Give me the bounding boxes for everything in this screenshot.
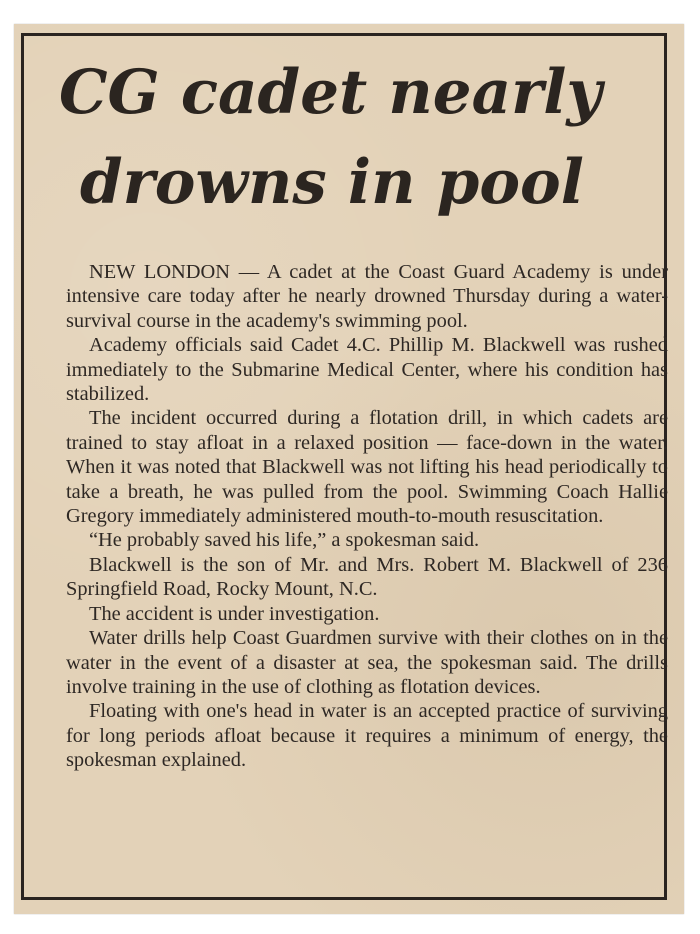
paragraph-water-drills: Water drills help Coast Guardmen survive with their clothes on in the water in the event of a disaster at sea, the spokesman said. The drills involve training in the use of clothing as flotation devices.: [66, 627, 668, 698]
paragraph-floating: Floating with one's head in water is an accepted practice of surviving for long periods afloat because it requires a minimum of energy, the spokesman explained.: [66, 700, 668, 772]
paragraph-officials: Academy officials said Cadet 4.C. Phillip M. Blackwell was rushed immediately to the Submarine Medical Center, where his condition has stabilized.: [66, 334, 668, 406]
paragraph-dateline: NEW LONDON — A cadet at the Coast Guard Academy is under intensive care today after he nearly drowned Thursday during a water-survival course in the academy's swimming pool.: [66, 261, 668, 332]
paragraph-investigation: The accident is under investigation.: [89, 602, 380, 625]
article-body: [66, 260, 668, 773]
headline-line-1: CG cadet nearly: [59, 57, 602, 128]
headline: [54, 48, 654, 228]
paragraph-family: Blackwell is the son of Mr. and Mrs. Robert M. Blackwell of 236 Springfield Road, Rocky Mount, N.C.: [66, 553, 668, 601]
paragraph-quote: “He probably saved his life,” a spokesman said.: [89, 529, 480, 552]
newspaper-clipping: [14, 24, 684, 914]
headline-line-2: drowns in pool: [80, 147, 584, 218]
paragraph-incident: The incident occurred during a flotation drill, in which cadets are trained to stay afloat in a relaxed position — face-down in the water. When it was noted that Blackwell was not lifting his head periodically to take a breath, he was pulled from the pool. Swimming Coach Hallie Gregory immediately administered mouth-to-mouth resuscitation.: [66, 407, 668, 528]
